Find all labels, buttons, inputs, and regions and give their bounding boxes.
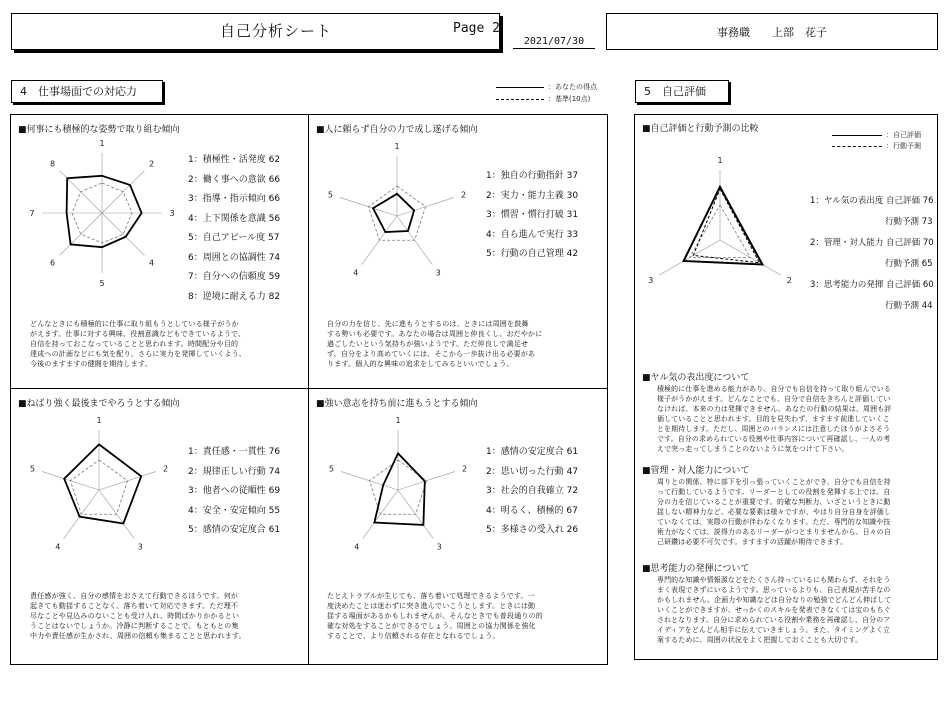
panel-description: どんなときにも積極的に仕事に取り組もうとしている様子がうか がえます。仕事に対する興味、役割意識などもできているようで、 自信を持っておこなっていることと思われます。時間配分や目的 達成への計画などにも気を配り、さらに実力を発揮していくよう、 今後のますますの健闘を期待します。 bbox=[30, 320, 246, 368]
panel-title: ■強い意志を持ち前に進もうとする傾向 bbox=[316, 399, 478, 409]
section-text: 専門的な知識や情報源などをたくさん持っているにも関わらず、それをう まく表現できずにいるようです。思っているよりも、自己表現が苦手なの かもしれません。企画力や知識などは自分なりの勉強でどんどん伸ばして いくことができますが、せっかくのスキルを発表できなくては宝のもちぐ されとなります。自分に求められている役割や業務を再確認し、自分のア イディアをどんどん相手に伝えていきましょう。また、タイミングよく立 案するために、周囲の状況をよく把握しておくことも大切です。 bbox=[657, 576, 892, 644]
axis-label: 1 bbox=[717, 156, 723, 165]
section-title: ■思考能力の発揮について bbox=[642, 564, 750, 574]
panel-title: ■何事にも積極的な姿勢で取り組む傾向 bbox=[18, 125, 180, 135]
panel-description: たとえトラブルが生じても、落ち着いて処理できるようです。一 度決めたことは迷わずに突き進んでいこうとします。ときには動 揺する場面があるかもしれませんが、そんなときでも普段通りの的 確な対処をすることができるでしょう。周囲との協力関係を強化 することで、より信頼される存在となれるでしょう。 bbox=[327, 592, 543, 640]
self-eval-legend: ：自己評価 ：行動予測 bbox=[832, 130, 921, 151]
axis-label: 1 bbox=[96, 416, 102, 425]
axis-label: 5 bbox=[328, 464, 334, 474]
axis-label: 3 bbox=[137, 542, 143, 552]
person-name: 事務職 上部 花子 bbox=[717, 26, 827, 39]
axis-label: 5 bbox=[99, 279, 105, 288]
axis-label: 7 bbox=[29, 209, 35, 218]
panel-title: ■ねばり強く最後までやろうとする傾向 bbox=[18, 399, 180, 409]
score-polygon bbox=[373, 194, 414, 232]
axis-spoke bbox=[60, 213, 102, 255]
axis-label: 3 bbox=[648, 276, 654, 285]
radar-chart-self-reliance bbox=[325, 142, 475, 283]
axis-label: 1 bbox=[395, 416, 401, 425]
axis-label: 2 bbox=[148, 159, 155, 169]
axis-label: 1 bbox=[99, 139, 105, 148]
section4-heading: 4 仕事場面での対応力 bbox=[11, 80, 163, 103]
self-eval-scores: 1：ヤル気の表出度 自己評価 76 行動予測 73 2：管理・対人能力 自己評価 70 行動予測 65 3：思考能力の発揮 自己評価 60 行動予測 44 bbox=[810, 196, 934, 311]
axis-label: 3 bbox=[169, 209, 175, 218]
score-list: 1：独自の行動指針 37 2：実力・能力主義 30 3：慣習・慣行打破 31 4：自ら進んで実行 33 5：行動の自己管理 42 bbox=[486, 171, 579, 259]
section-text: 積極的に仕事を進める能力があり、自分でも自信を持って取り組んでいる 様子がうかがえます。どんなことでも、自分で自信をきちんと評価してい なければ、本来の力は発揮できません。あなたの行動の結果は、周囲も評 価していることと思われます。目的を見失わず、ますます前進していくこ とを期待します。ただし、周囲とのバランスには注意したほうがよさそう です。自分の求められている役割や仕事内容について再確認し、一人の考 えで突っ走ってしまうことのないように気をつけて下さい。 bbox=[657, 385, 892, 453]
axis-label: 2 bbox=[786, 276, 792, 285]
triangle-chart-self-eval bbox=[648, 156, 795, 295]
section-title: ■管理・対人能力について bbox=[642, 466, 750, 476]
axis-label: 5 bbox=[327, 190, 333, 200]
radar-chart-persistence bbox=[27, 416, 177, 557]
score-polygon bbox=[67, 176, 142, 247]
radar-chart-strong-will bbox=[326, 416, 476, 557]
score-list: 1：感情の安定度合 61 2：思い切った行動 47 3：社会的自我確立 72 4：明るく、積極的 67 5：多様さの受入れ 26 bbox=[486, 447, 579, 535]
score-list: 1：積極性・活発度 62 2：働く事への意欲 66 3：指導・指示傾向 66 4：上下関係を意識 56 5：自己アピール度 57 6：周囲との協調性 74 7：自分への信頼度 59 8：逆境に耐える力 82 bbox=[188, 155, 281, 302]
axis-label: 4 bbox=[354, 542, 360, 552]
section5-heading: 5 自己評価 bbox=[635, 80, 729, 103]
panel-description: 責任感が強く、自分の感情をおさえて行動できるほうです。何が 起きても動揺することなく、落ち着いて対応できます。ただ理不 尽なことや見込みのないことも受け入れ、時間ばかりかかるとい うことはないでしょうか。冷静に判断することで、もともとの集 中力や責任感が生かされ、周囲の信頼も集まることと思われます。 bbox=[30, 592, 246, 640]
axis-label: 5 bbox=[29, 464, 35, 474]
axis-label: 2 bbox=[461, 190, 467, 200]
score-polygon bbox=[64, 444, 141, 523]
sheet-title: 自己分析シート bbox=[220, 22, 333, 40]
panel-description: 自分の力を信じ、先に進もうとするのは、ときには周囲を鼓舞 する勢いも必要です。あなたの場合は周囲と仲良くし、おだやかに 過ごしたいという気持ちが強いようです。ただ仲良しで満足せ ず、自分をより高めていくには、そこから一歩抜け出る必要があ ります。個人的な興味の追求をしてみるといいでしょう。 bbox=[327, 320, 543, 368]
axis-label: 3 bbox=[436, 542, 442, 552]
axis-label: 2 bbox=[163, 464, 169, 474]
axis-label: 4 bbox=[55, 542, 61, 552]
self-eval-polygon bbox=[684, 187, 763, 265]
axis-label: 1 bbox=[394, 142, 400, 151]
legend-solid-line bbox=[832, 135, 882, 136]
page-number: Page 2 bbox=[453, 21, 500, 36]
axis-label: 2 bbox=[462, 464, 468, 474]
report-date: 2021/07/30 bbox=[513, 36, 595, 49]
section4-legend: ：あなたの得点 ：基準(10点) bbox=[496, 82, 597, 104]
radar-chart-active bbox=[29, 139, 180, 288]
axis-label: 4 bbox=[148, 258, 155, 268]
section-title: ■ヤル気の表出度について bbox=[642, 373, 750, 383]
legend-solid-line bbox=[496, 87, 544, 88]
axis-label: 3 bbox=[435, 268, 441, 278]
score-list: 1：責任感・一貫性 76 2：規律正しい行動 74 3：他者への従順性 69 4：安全・安定傾向 55 5：感情の安定度合 61 bbox=[188, 447, 281, 535]
section-text: 周りとの関係、特に部下を引っ張っていくことができ、自分でも自信を持 って行動しているようです。リーダーとしての役割を発揮する上では、自 分の力を信じていることが重要です。的確な判断力、いざというときに動 揺しない精神力など、必要な要素は様々ですが、やはり自分自身を評価し ていなくては、実際の行動が伴わなくなります。ただ、専門的な知識や技 術力がなくては、説得力のあるリーダーがつとまりませんから、日々の自 己研鑽は必要不可欠です。ますますの活躍が期待できます。 bbox=[657, 478, 891, 546]
self-eval-heading: ■自己評価と行動予測の比較 bbox=[642, 124, 759, 134]
panel-title: ■人に頼らず自分の力で成し遂げる傾向 bbox=[316, 125, 478, 135]
legend-dashed-line bbox=[496, 99, 544, 100]
axis-label: 6 bbox=[49, 258, 56, 268]
axis-label: 8 bbox=[49, 159, 56, 169]
axis-label: 4 bbox=[353, 268, 359, 278]
legend-dashed-line bbox=[832, 146, 882, 147]
